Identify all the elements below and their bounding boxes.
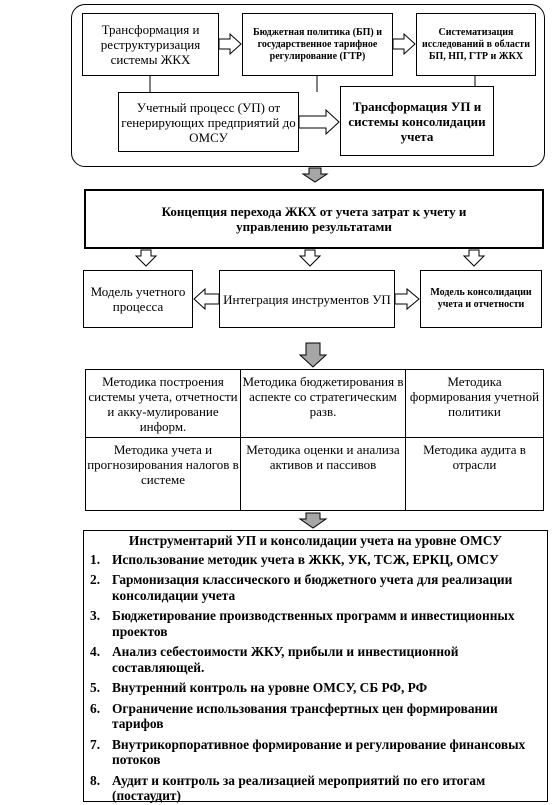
list-item-text: Бюджетирование производственных программ и инвестиционных проектов bbox=[112, 608, 515, 639]
list-item-number: 3. bbox=[90, 608, 101, 623]
list-item-number: 4. bbox=[90, 644, 101, 659]
arrow-down-icon bbox=[136, 250, 156, 266]
method-label: Методика формирования учетной политики bbox=[409, 374, 540, 419]
box-budget-policy-label: Бюджетная политика (БП) и государственное тарифное регулирование (ГТР) bbox=[253, 26, 382, 62]
list-item-text: Использование методик учета в ЖКК, УК, ТСЖ, ЕРКЦ, ОМСУ bbox=[112, 551, 499, 567]
list-item-text: Внутрикорпоративное формирование и регулирование финансовых потоков bbox=[112, 736, 526, 767]
box-systematization-label: Систематизация исследований в области БП, НП, ГТР и ЖКХ bbox=[422, 26, 530, 62]
list-item-text: Гармонизация классического и бюджетного учета для реализации консолидации учета bbox=[112, 572, 513, 603]
arrow-left-icon bbox=[194, 289, 219, 309]
list-item-number: 6. bbox=[90, 700, 101, 716]
arrow-right-icon bbox=[393, 34, 415, 54]
box-accounting-process-label: Учетный процесс (УП) от генерирующих предприятий до ОМСУ bbox=[121, 99, 296, 145]
list-item-text: Внутренний контроль на уровне ОМСУ, СБ РФ, РФ bbox=[112, 680, 428, 695]
list-item-number: 8. bbox=[90, 772, 101, 788]
method-label: Методика построения системы учета, отчетности и акку-мулирование информ. bbox=[88, 374, 238, 434]
list-item-text: Ограничение использования трансфертных цен формировании тарифов bbox=[112, 700, 498, 731]
method-label: Методика учета и прогнозирования налогов в системе bbox=[87, 442, 239, 487]
arrow-down-icon bbox=[464, 250, 484, 266]
method-label: Методика оценки и анализа активов и пассивов bbox=[246, 442, 400, 472]
list-item-number: 2. bbox=[90, 572, 101, 587]
toolkit-title: Инструментарий УП и консолидации учета на уровне ОМСУ bbox=[128, 533, 503, 548]
box-process-model-label: Модель учетного процесса bbox=[90, 284, 186, 314]
list-item-number: 7. bbox=[90, 736, 101, 752]
arrow-right-icon bbox=[219, 34, 241, 54]
arrow-right-icon bbox=[395, 289, 419, 309]
arrow-down-icon bbox=[300, 250, 320, 266]
list-item-text: Анализ себестоимости ЖКУ, прибыли и инвестиционной составляющей. bbox=[112, 644, 459, 675]
arrow-down-icon bbox=[300, 513, 326, 528]
box-transformation-zhkh-label: Трансформация и реструктуризация системы ЖКХ bbox=[100, 22, 201, 67]
list-item-number: 5. bbox=[90, 680, 101, 695]
list-item-text: Аудит и контроль за реализацией мероприятий по его итогам (постаудит) bbox=[112, 772, 486, 803]
arrow-down-icon bbox=[300, 343, 326, 367]
concept-label: Концепция перехода ЖКХ от учета затрат к учету и управлению результатами bbox=[161, 204, 467, 234]
box-tools-integration-label: Интеграция инструментов УП bbox=[223, 291, 391, 307]
arrow-down-icon bbox=[303, 168, 327, 182]
method-label: Методика бюджетирования в аспекте со стратегическим разв. bbox=[242, 374, 404, 419]
arrow-right-icon bbox=[299, 110, 339, 134]
box-transformation-up-label: Трансформация УП и системы консолидации учета bbox=[348, 98, 486, 144]
list-item-number: 1. bbox=[90, 551, 101, 567]
box-consolidation-model-label: Модель консолидации учета и отчетности bbox=[430, 287, 532, 310]
method-label: Методика аудита в отрасли bbox=[423, 442, 526, 472]
